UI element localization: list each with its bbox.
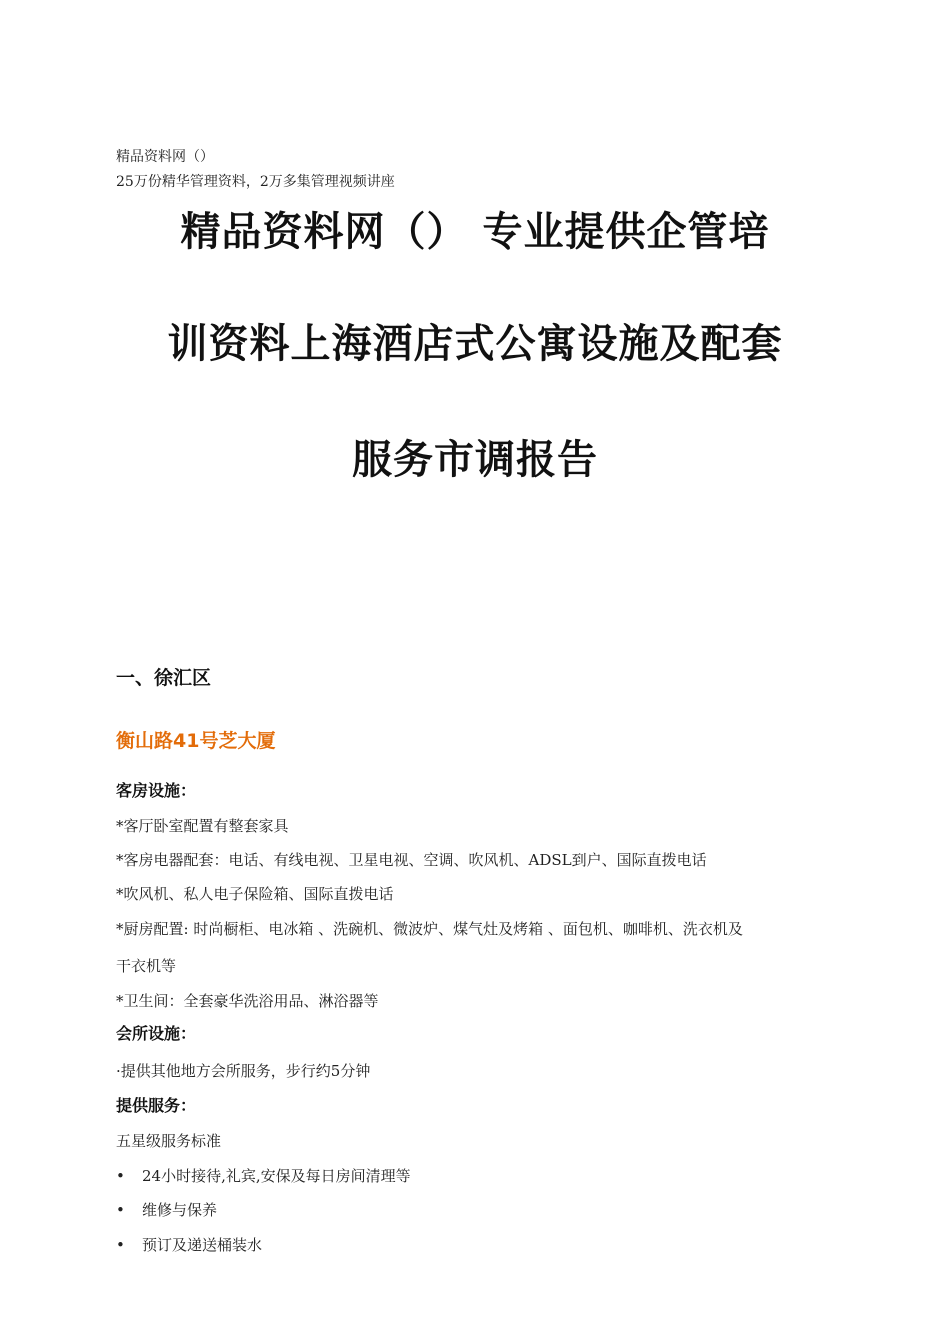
document-title-line-2: 训资料上海酒店式公寓设施及配套 — [167, 321, 783, 367]
club-facility-item: ·提供其他地方会所服务，步行约5分钟 — [116, 1062, 371, 1080]
room-facilities-heading: 客房设施： — [116, 781, 197, 800]
document-title-line-1: 精品资料网（） 专业提供企管培 — [180, 209, 770, 255]
service-list-item — [116, 1165, 411, 1187]
service-item-text: 维修与保养 — [142, 1201, 218, 1219]
services-heading: 提供服务： — [116, 1096, 197, 1115]
service-standard: 五星级服务标准 — [116, 1132, 222, 1150]
room-facility-item: *吹风机、私人电子保险箱、国际直拨电话 — [116, 885, 394, 903]
district-heading: 一、徐汇区 — [116, 667, 212, 689]
room-facility-item: *厨房配置: 时尚橱柜、电冰箱 、洗碗机、微波炉、煤气灶及烤箱 、面包机、咖啡机、洗衣机及 — [116, 920, 743, 938]
bullet-icon: • — [116, 1236, 125, 1254]
service-list-item — [116, 1234, 262, 1256]
document-title-line-3: 服务市调报告 — [352, 437, 598, 483]
service-item-text: 24小时接待,礼宾,安保及每日房间清理等 — [142, 1167, 411, 1185]
service-item-text: 预订及递送桶装水 — [142, 1236, 263, 1254]
header-site-name: 精品资料网（） — [116, 149, 214, 165]
room-facility-item: *卫生间：全套豪华洗浴用品、淋浴器等 — [116, 992, 379, 1010]
bullet-icon: • — [116, 1201, 125, 1219]
room-facility-item: *客厅卧室配置有整套家具 — [116, 817, 289, 835]
room-facility-item: *客房电器配套：电话、有线电视、卫星电视、空调、吹风机、ADSL到户、国际直拨电话 — [116, 851, 707, 869]
header-tagline: 25万份精华管理资料，2万多集管理视频讲座 — [116, 174, 395, 190]
bullet-icon: • — [116, 1167, 125, 1185]
room-facility-item-continued: 干衣机等 — [116, 957, 177, 975]
club-facilities-heading: 会所设施： — [116, 1024, 197, 1043]
service-list-item — [116, 1199, 217, 1221]
building-name: 衡山路41号芝大厦 — [116, 730, 276, 752]
